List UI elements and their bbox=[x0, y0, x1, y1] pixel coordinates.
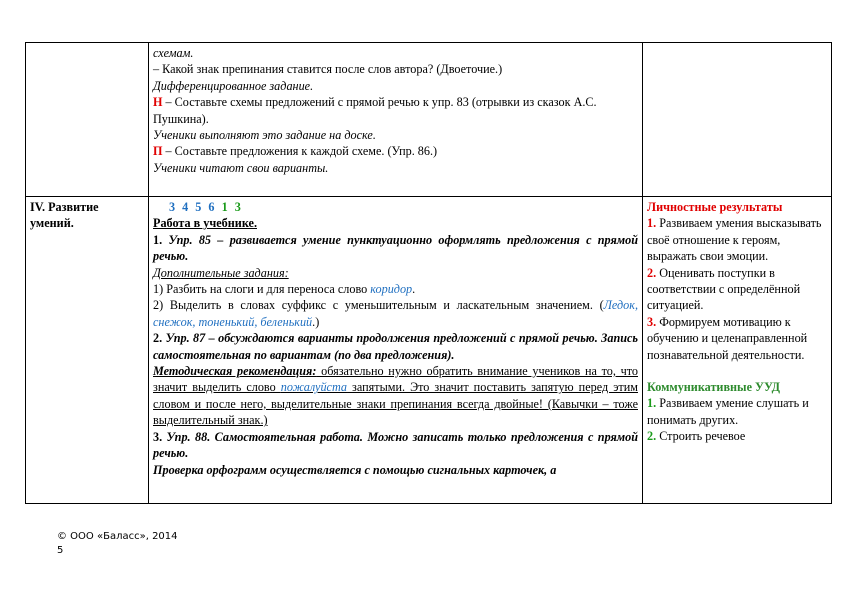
page-footer bbox=[57, 530, 178, 558]
extra-title: Дополнительные задания: bbox=[153, 265, 289, 280]
stage-cell-empty bbox=[26, 43, 149, 197]
task-text: – Составьте схемы предложений с прямой речью к упр. 83 (отрывки из сказок А.С. Пушкина). bbox=[153, 95, 597, 126]
level-marker-p: П bbox=[153, 144, 163, 159]
card-number: 4 bbox=[182, 200, 189, 214]
section-heading: Работа в учебнике. bbox=[153, 216, 257, 231]
card-number: 3 bbox=[234, 200, 241, 214]
lesson-plan-table bbox=[25, 42, 832, 504]
paragraph: 3. Упр. 88. Самостоятельная работа. Можно записать только предложения с прямой речью. bbox=[153, 429, 639, 461]
content-cell bbox=[149, 197, 643, 504]
task-text: – Составьте предложения к каждой схеме. (Упр. 86.) bbox=[165, 144, 438, 159]
result-item: 1. Развиваем умения высказывать своё отношение к героям, выражать свои эмоции. bbox=[647, 216, 822, 264]
method-recommendation: Методическая рекомендация: обязательно нужно обратить внимание учеников на то, что значит выделить слово пожалуйста запятыми. Это значит поставить запятую перед этим словом и после него, выделительные знаки препинания всегда двойные! (Кавычки – тоже выделительный знак.) bbox=[153, 364, 638, 428]
copyright: © ООО «Баласс», 2014 bbox=[57, 531, 178, 542]
text-line: – Какой знак препинания ставится после слов автора? (Двоеточие.) bbox=[153, 62, 503, 77]
text-line: Ученики читают свои варианты. bbox=[153, 160, 329, 175]
card-number: 1 bbox=[221, 200, 228, 214]
highlight-words: Ледок, снежок, тоненький, беленький bbox=[153, 298, 638, 329]
highlight-word: коридор bbox=[370, 282, 413, 297]
text-line: Дифференцированное задание. bbox=[153, 78, 314, 93]
table-row bbox=[26, 197, 832, 504]
stage-cell: IV. Развитие умений. bbox=[26, 197, 149, 504]
paragraph: 1) Разбить на слоги и для переноса слово коридор. bbox=[153, 282, 416, 297]
card-number: 5 bbox=[195, 200, 202, 214]
table-row bbox=[26, 43, 832, 197]
level-marker-n: Н bbox=[153, 95, 163, 110]
personal-results-title: Личностные результаты bbox=[647, 200, 783, 214]
paragraph: 2. Упр. 87 – обсуждаются варианты продолжения предложений с прямой речью. Запись самостоятельная по вариантам (по два предложения). bbox=[153, 331, 638, 362]
result-item: 3. Формируем мотивацию к обучению и целенаправленной познавательной деятельности. bbox=[647, 314, 808, 362]
text-line: Ученики выполняют это задание на доске. bbox=[153, 128, 376, 143]
result-item: 1. Развиваем умение слушать и понимать других. bbox=[647, 396, 809, 427]
text-line: схемам. bbox=[153, 46, 194, 60]
text-line bbox=[153, 143, 638, 159]
highlight-word: пожалуйста bbox=[280, 380, 348, 395]
text-line bbox=[153, 94, 638, 127]
content-cell bbox=[149, 43, 643, 197]
spacer bbox=[647, 363, 827, 379]
paragraph: Проверка орфограмм осуществляется с помощью сигнальных карточек, а bbox=[153, 462, 557, 477]
page-number: 5 bbox=[57, 545, 64, 556]
result-item: 2. Оценивать поступки в соответствии с определённой ситуацией. bbox=[647, 265, 801, 313]
comm-results-title: Коммуникативные УУД bbox=[647, 380, 781, 395]
results-cell bbox=[643, 197, 832, 504]
paragraph: 2) Выделить в словах суффикс с уменьшительным и ласкательным значением. (Ледок, снежок, тоненький, беленький.) bbox=[153, 298, 638, 329]
paragraph: 1. Упр. 85 – развивается умение пунктуационно оформлять предложения с прямой речью. bbox=[153, 232, 638, 264]
result-item: 2. Строить речевое bbox=[647, 429, 746, 444]
card-number: 3 bbox=[169, 200, 176, 214]
card-number: 6 bbox=[208, 200, 215, 214]
results-cell-empty bbox=[643, 43, 832, 197]
signal-cards bbox=[153, 199, 638, 215]
